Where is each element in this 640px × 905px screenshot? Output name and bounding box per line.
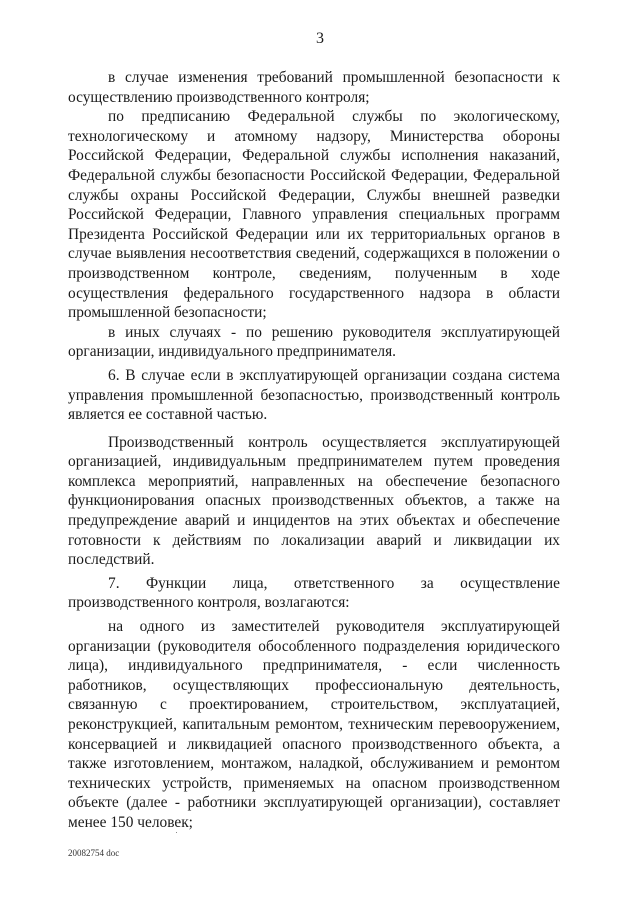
document-body (68, 68, 560, 833)
paragraph-other-cases: в иных случаях - по решению руководителя эксплуатирующей организации, индивидуального предпринимателя. (68, 323, 560, 361)
scan-speck (176, 832, 177, 833)
footer-document-code: 20082754 doc (68, 848, 120, 858)
paragraph-deputy-head: на одного из заместителей руководителя эксплуатирующей организации (руководителя обособленного подразделения юридического лица), индивидуального предпринимателя, - если численность работников, осуществляющих профессиональную деятельность, связанную с проектированием, строительством, эксплуатацией, реконструкцией, капитальным ремонтом, техническим перевооружением, консервацией и ликвидацией опасного производственного объекта, а также изготовлением, монтажом, наладкой, обслуживанием и ремонтом технических устройств, применяемых на опасном производственном объекте (далее - работники эксплуатирующей организации), составляет менее 150 человек; (68, 618, 560, 831)
paragraph-item-7: 7. Функции лица, ответственного за осуществление производственного контроля, возлагаются: (68, 574, 560, 612)
paragraph-by-order: по предписанию Федеральной службы по экологическому, технологическому и атомному надзору, Министерства обороны Российской Федерации, Федеральной службы исполнения наказаний, Федеральной службы безопасности Российской Федерации, Федеральной службы охраны Российской Федерации, Службы внешней разведки Российской Федерации, Главного управления специальных программ Президента Российской Федерации или их территориальных органов в случае выявления несоответствия сведений, содержащихся в положении о производственном контроле, сведениям, полученным в ходе осуществления федерального государственного надзора в области промышленной безопасности; (68, 108, 560, 322)
paragraph-production-control: Производственный контроль осуществляется эксплуатирующей организацией, индивидуальным предпринимателем путем проведения комплекса мероприятий, направленных на обеспечение безопасного функционирования опасных производственных объектов, а также на предупреждение аварий и инцидентов на этих объектах и обеспечение готовности к действиям по локализации аварий и ликвидации их последствий. (68, 433, 560, 569)
paragraph-item-6: 6. В случае если в эксплуатирующей организации создана система управления промышленной безопасностью, производственный контроль является ее составной частью. (68, 366, 560, 424)
paragraph-change-requirements: в случае изменения требований промышленной безопасности к осуществлению производственного контроля; (68, 69, 560, 106)
page-number: 3 (316, 30, 324, 47)
